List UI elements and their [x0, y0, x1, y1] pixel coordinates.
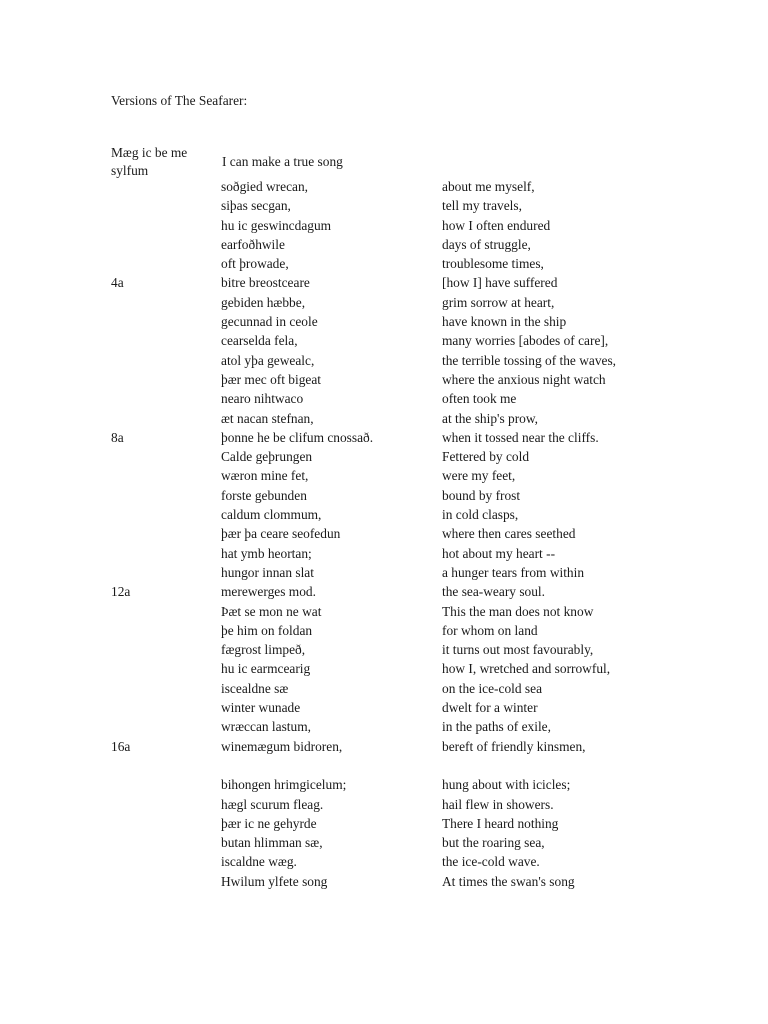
old-english-text: hægl scurum fleag.	[221, 796, 324, 812]
modern-english-text: bereft of friendly kinsmen,	[442, 738, 586, 754]
old-english-text: siþas secgan,	[221, 198, 291, 214]
line-number: 8a	[111, 429, 124, 445]
modern-english-text: about me myself,	[442, 179, 535, 194]
old-english-text: Hwilum ylfete song	[221, 873, 328, 889]
poem-line	[0, 681, 768, 700]
modern-english-text: where then cares seethed	[442, 526, 576, 542]
modern-english-text: dwelt for a winter	[442, 700, 538, 716]
poem-line	[0, 237, 768, 256]
old-english-text: nearo nihtwaco	[221, 391, 304, 407]
poem-line	[0, 449, 768, 468]
modern-english-text: troublesome times,	[442, 256, 544, 272]
poem-line	[0, 391, 768, 410]
poem-line	[0, 411, 768, 430]
old-english-text: cearselda fela,	[221, 333, 298, 349]
poem-line	[0, 642, 768, 661]
modern-english-text: a hunger tears from within	[442, 564, 585, 580]
poem-line	[0, 372, 768, 391]
poem-line	[0, 874, 768, 893]
modern-english-text: it turns out most favourably,	[442, 642, 594, 658]
poem-line	[0, 353, 768, 372]
modern-english-text: have known in the ship	[442, 314, 567, 330]
old-english-text: æt nacan stefnan,	[221, 410, 314, 426]
old-english-text: iscealdne sæ	[221, 680, 289, 696]
modern-english-text: [how I] have suffered	[442, 275, 558, 291]
old-english-text: hu ic geswincdagum	[221, 217, 332, 233]
modern-english-text: in cold clasps,	[442, 507, 519, 523]
old-english-text: merewerges mod.	[221, 584, 316, 600]
old-english-text: gecunnad in ceole	[221, 314, 318, 330]
old-english-text: Þæt se mon ne wat	[221, 603, 322, 619]
poem-line	[0, 546, 768, 565]
modern-english-text: but the roaring sea,	[442, 835, 545, 851]
old-english-text: gebiden hæbbe,	[221, 294, 306, 310]
poem-line	[0, 835, 768, 854]
poem-line	[0, 719, 768, 738]
modern-english-text: Fettered by cold	[442, 449, 530, 465]
old-english-text: fægrost limpeð,	[221, 642, 306, 658]
old-english-text: iscaldne wæg.	[221, 854, 297, 870]
poem-line	[0, 604, 768, 623]
poem-line	[0, 179, 768, 198]
poem-line	[0, 816, 768, 835]
old-english-text: Calde geþrungen	[221, 449, 313, 465]
modern-english-text: were my feet,	[442, 468, 516, 484]
line-number: 16a	[111, 738, 131, 754]
old-english-text: wæron mine fet,	[221, 468, 309, 484]
modern-english-text: many worries [abodes of care],	[442, 333, 609, 349]
modern-english-text: the ice-cold wave.	[442, 854, 540, 870]
poem-line	[0, 256, 768, 275]
old-english-text: atol yþa gewealc,	[221, 352, 315, 368]
modern-english-text: when it tossed near the cliffs.	[442, 429, 599, 445]
old-english-text: earfoðhwile	[221, 236, 285, 252]
modern-english-text: how I often endured	[442, 217, 551, 233]
poem-line	[0, 295, 768, 314]
old-english-text: winemægum bidroren,	[221, 738, 343, 754]
old-english-text: wræccan lastum,	[221, 719, 311, 735]
modern-english-text: on the ice-cold sea	[442, 680, 543, 696]
opening-line	[0, 144, 768, 184]
modern-english-text: where the anxious night watch	[442, 371, 606, 387]
old-english-text: caldum clommum,	[221, 507, 322, 523]
poem-line	[0, 430, 768, 449]
poem-line	[0, 333, 768, 352]
opening-translation: I can make a true song	[222, 154, 343, 169]
modern-english-text: grim sorrow at heart,	[442, 294, 555, 310]
line-number: 12a	[111, 584, 131, 600]
modern-english-text: At times the swan's song	[442, 873, 575, 889]
poem-line	[0, 623, 768, 642]
poem-line	[0, 854, 768, 873]
poem-line	[0, 275, 768, 294]
poem-line	[0, 507, 768, 526]
old-english-text: soðgied wrecan,	[221, 179, 309, 194]
modern-english-text: for whom on land	[442, 622, 538, 638]
poem-line	[0, 758, 768, 797]
poem-line	[0, 661, 768, 680]
old-english-text: forste gebunden	[221, 487, 307, 503]
poem-line	[0, 218, 768, 237]
poem-line	[0, 739, 768, 758]
modern-english-text: hot about my heart --	[442, 545, 556, 561]
modern-english-text: This the man does not know	[442, 603, 594, 619]
modern-english-text: tell my travels,	[442, 198, 522, 214]
poem-line	[0, 584, 768, 603]
modern-english-text: the sea-weary soul.	[442, 584, 545, 600]
modern-english-text: hung about with icicles;	[442, 777, 571, 793]
poem-line	[0, 797, 768, 816]
modern-english-text: bound by frost	[442, 487, 521, 503]
old-english-text: þær ic ne gehyrde	[221, 815, 317, 831]
poem-line	[0, 468, 768, 487]
line-number: 4a	[111, 275, 124, 291]
poem-line	[0, 198, 768, 217]
old-english-text: bitre breostceare	[221, 275, 310, 291]
old-english-text: oft þrowade,	[221, 256, 289, 272]
old-english-text: hungor innan slat	[221, 564, 314, 580]
old-english-text: winter wunade	[221, 700, 301, 716]
old-english-text: þær mec oft bigeat	[221, 371, 322, 387]
modern-english-text: in the paths of exile,	[442, 719, 551, 735]
old-english-text: þær þa ceare seofedun	[221, 526, 341, 542]
modern-english-text: There I heard nothing	[442, 815, 559, 831]
poem-lines	[0, 179, 768, 893]
modern-english-text: often took me	[442, 391, 517, 407]
poem-line	[0, 700, 768, 719]
poem-line	[0, 526, 768, 545]
modern-english-text: how I, wretched and sorrowful,	[442, 661, 611, 677]
old-english-text: þonne he be clifum cnossað.	[221, 429, 374, 445]
modern-english-text: the terrible tossing of the waves,	[442, 352, 617, 368]
poem-line	[0, 314, 768, 333]
document-title: Versions of The Seafarer:	[111, 93, 248, 108]
modern-english-text: at the ship's prow,	[442, 410, 539, 426]
old-english-text: hu ic earmcearig	[221, 661, 311, 677]
modern-english-text: days of struggle,	[442, 236, 531, 252]
modern-english-text: hail flew in showers.	[442, 796, 554, 812]
poem-line	[0, 565, 768, 584]
opening-old-english: Mæg ic be me sylfum	[111, 145, 188, 178]
old-english-text: bihongen hrimgicelum;	[221, 777, 347, 793]
old-english-text: þe him on foldan	[221, 622, 313, 638]
old-english-text: butan hlimman sæ,	[221, 835, 323, 851]
old-english-text: hat ymb heortan;	[221, 545, 312, 561]
poem-line	[0, 488, 768, 507]
